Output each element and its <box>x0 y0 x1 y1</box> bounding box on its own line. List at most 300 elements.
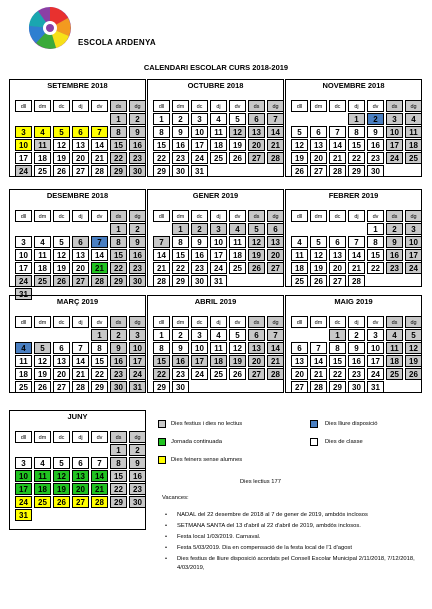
day-cell: 20 <box>72 483 89 495</box>
day-cell: 14 <box>267 342 284 354</box>
day-cell: 31 <box>15 288 32 300</box>
day-cell: 2 <box>129 113 146 125</box>
day-cell: 10 <box>367 342 384 354</box>
day-cell: 3 <box>386 113 403 125</box>
day-cell: 25 <box>229 262 246 274</box>
day-cell: 11 <box>229 236 246 248</box>
weekday-header: dc <box>329 210 346 222</box>
day-cell: 23 <box>129 483 146 495</box>
day-cell: 21 <box>329 152 346 164</box>
empty-cell <box>15 113 32 125</box>
weekday-header: dj <box>210 210 227 222</box>
day-cell: 12 <box>405 342 422 354</box>
weekday-header: dj <box>72 316 89 328</box>
weekday-header: ds <box>110 431 127 443</box>
weekday-header: dc <box>329 100 346 112</box>
day-cell: 9 <box>386 236 403 248</box>
day-cell: 4 <box>210 113 227 125</box>
day-cell: 13 <box>72 139 89 151</box>
weekday-header: dv <box>367 316 384 328</box>
day-cell: 9 <box>172 126 189 138</box>
day-cell: 29 <box>153 165 170 177</box>
day-cell: 10 <box>15 249 32 261</box>
weekday-header: dll <box>15 431 32 443</box>
day-cell: 7 <box>267 113 284 125</box>
day-cell: 19 <box>248 249 265 261</box>
day-cell: 23 <box>172 152 189 164</box>
day-cell: 2 <box>172 329 189 341</box>
empty-cell <box>53 444 70 456</box>
day-cell: 25 <box>210 368 227 380</box>
day-cell: 27 <box>329 275 346 287</box>
day-cell: 3 <box>367 329 384 341</box>
day-cell: 27 <box>53 381 70 393</box>
day-cell: 26 <box>34 381 51 393</box>
day-cell: 30 <box>191 275 208 287</box>
day-cell: 8 <box>110 126 127 138</box>
month-title: MAIG 2019 <box>334 297 373 306</box>
day-cell: 18 <box>291 262 308 274</box>
day-cell: 29 <box>329 381 346 393</box>
day-cell: 15 <box>110 470 127 482</box>
day-cell: 6 <box>248 329 265 341</box>
weekday-header: dm <box>34 431 51 443</box>
day-cell: 5 <box>53 236 70 248</box>
day-cell: 15 <box>110 139 127 151</box>
month-novembre <box>285 79 422 177</box>
weekday-header: dll <box>291 316 308 328</box>
day-cell: 1 <box>91 329 108 341</box>
weekday-header: dm <box>310 316 327 328</box>
day-cell: 25 <box>34 165 51 177</box>
weekday-header: dc <box>191 210 208 222</box>
empty-cell <box>15 329 32 341</box>
day-cell: 11 <box>34 139 51 151</box>
empty-cell <box>53 113 70 125</box>
weekday-header: dg <box>267 100 284 112</box>
day-cell: 6 <box>329 236 346 248</box>
weekday-header: ds <box>110 100 127 112</box>
legend-swatch-classe <box>310 438 318 446</box>
day-cell: 17 <box>191 355 208 367</box>
day-cell: 10 <box>386 126 403 138</box>
list-item: • Dies festius de lliure disposició acordats pel Consell Escolar Municipal 2/11/2018, 7/12/2018, 4/03/2019, <box>162 555 424 573</box>
day-cell: 16 <box>129 470 146 482</box>
day-cell: 18 <box>34 262 51 274</box>
day-cell: 5 <box>229 329 246 341</box>
empty-cell <box>291 113 308 125</box>
day-cell: 28 <box>267 152 284 164</box>
day-cell: 6 <box>310 126 327 138</box>
day-cell: 27 <box>72 275 89 287</box>
day-cell: 18 <box>34 152 51 164</box>
weekday-header: dll <box>15 210 32 222</box>
day-cell: 2 <box>129 223 146 235</box>
day-cell: 12 <box>53 249 70 261</box>
day-cell: 13 <box>291 355 308 367</box>
legend-swatch-sense-alumnes <box>158 456 166 464</box>
day-cell: 9 <box>129 126 146 138</box>
day-cell: 27 <box>267 262 284 274</box>
day-cell: 28 <box>310 381 327 393</box>
day-cell: 2 <box>348 329 365 341</box>
day-cell: 9 <box>348 342 365 354</box>
day-cell: 29 <box>348 165 365 177</box>
weekday-header: dc <box>53 100 70 112</box>
day-cell: 14 <box>348 249 365 261</box>
day-cell: 16 <box>172 139 189 151</box>
weekday-header: dg <box>129 100 146 112</box>
day-cell: 14 <box>91 139 108 151</box>
day-cell: 6 <box>248 113 265 125</box>
day-cell: 15 <box>348 139 365 151</box>
empty-cell <box>53 223 70 235</box>
day-cell: 4 <box>405 113 422 125</box>
day-cell: 18 <box>210 355 227 367</box>
day-cell: 27 <box>310 165 327 177</box>
day-cell: 1 <box>110 223 127 235</box>
weekday-header: dll <box>153 210 170 222</box>
day-cell: 14 <box>72 355 89 367</box>
legend-label-festius: Dies festius i dies no lectius <box>171 421 243 427</box>
day-cell: 16 <box>172 355 189 367</box>
day-cell: 15 <box>172 249 189 261</box>
day-cell: 12 <box>53 470 70 482</box>
day-cell: 5 <box>248 223 265 235</box>
day-cell: 20 <box>248 355 265 367</box>
empty-cell <box>91 223 108 235</box>
day-cell: 28 <box>153 275 170 287</box>
day-cell: 14 <box>91 249 108 261</box>
day-cell: 31 <box>367 381 384 393</box>
weekday-header: dj <box>348 210 365 222</box>
empty-cell <box>329 223 346 235</box>
month-title: NOVEMBRE 2018 <box>322 81 385 90</box>
legend-label-continuada: Jornada continuada <box>171 439 222 445</box>
school-name: ESCOLA ARDENYA <box>78 38 156 47</box>
day-cell: 22 <box>110 483 127 495</box>
day-cell: 20 <box>310 152 327 164</box>
day-cell: 9 <box>129 457 146 469</box>
day-cell: 4 <box>291 236 308 248</box>
weekday-header: dj <box>72 100 89 112</box>
day-cell: 29 <box>172 275 189 287</box>
day-cell: 12 <box>291 139 308 151</box>
empty-cell <box>34 223 51 235</box>
day-cell: 18 <box>229 249 246 261</box>
weekday-header: dj <box>210 316 227 328</box>
day-cell: 23 <box>367 152 384 164</box>
month-juny <box>9 410 146 530</box>
month-title: DESEMBRE 2018 <box>46 191 109 200</box>
day-cell: 17 <box>15 262 32 274</box>
empty-cell <box>310 329 327 341</box>
month-title: SETEMBRE 2018 <box>47 81 108 90</box>
day-cell: 24 <box>15 165 32 177</box>
day-cell: 28 <box>72 381 89 393</box>
day-cell: 1 <box>348 113 365 125</box>
empty-cell <box>91 444 108 456</box>
day-cell: 9 <box>191 236 208 248</box>
day-cell: 4 <box>34 457 51 469</box>
day-cell: 22 <box>110 262 127 274</box>
day-cell: 26 <box>310 275 327 287</box>
day-cell: 14 <box>329 139 346 151</box>
day-cell: 29 <box>110 496 127 508</box>
day-cell: 19 <box>291 152 308 164</box>
day-cell: 8 <box>172 236 189 248</box>
day-cell: 19 <box>310 262 327 274</box>
month-grid <box>153 210 283 287</box>
month-title: ABRIL 2019 <box>194 297 237 306</box>
day-cell: 4 <box>229 223 246 235</box>
empty-cell <box>34 444 51 456</box>
day-cell: 3 <box>129 329 146 341</box>
month-grid <box>291 100 421 177</box>
day-cell: 16 <box>191 249 208 261</box>
day-cell: 1 <box>329 329 346 341</box>
day-cell: 7 <box>153 236 170 248</box>
day-cell: 7 <box>91 126 108 138</box>
list-item: • NADAL del 22 desembre de 2018 al 7 de gener de 2019, ambdós inclosos <box>162 511 424 520</box>
day-cell: 13 <box>267 236 284 248</box>
weekday-header: dc <box>53 431 70 443</box>
day-cell: 7 <box>267 329 284 341</box>
day-cell: 20 <box>329 262 346 274</box>
day-cell: 9 <box>172 342 189 354</box>
day-cell: 24 <box>191 152 208 164</box>
day-cell: 27 <box>72 496 89 508</box>
day-cell: 22 <box>91 368 108 380</box>
day-cell: 29 <box>110 275 127 287</box>
day-cell: 2 <box>367 113 384 125</box>
day-cell: 13 <box>72 249 89 261</box>
day-cell: 26 <box>53 496 70 508</box>
weekday-header: dv <box>91 431 108 443</box>
day-cell: 23 <box>129 262 146 274</box>
empty-cell <box>72 223 89 235</box>
day-cell: 2 <box>191 223 208 235</box>
day-cell: 31 <box>191 165 208 177</box>
day-cell: 10 <box>15 139 32 151</box>
day-cell: 22 <box>348 152 365 164</box>
weekday-header: dj <box>72 431 89 443</box>
day-cell: 3 <box>15 126 32 138</box>
day-cell: 13 <box>248 342 265 354</box>
empty-cell <box>72 444 89 456</box>
day-cell: 9 <box>367 126 384 138</box>
weekday-header: dg <box>267 210 284 222</box>
day-cell: 25 <box>34 275 51 287</box>
day-cell: 21 <box>267 355 284 367</box>
day-cell: 17 <box>210 249 227 261</box>
day-cell: 23 <box>129 152 146 164</box>
weekday-header: dc <box>53 316 70 328</box>
empty-cell <box>310 113 327 125</box>
day-cell: 5 <box>291 126 308 138</box>
weekday-header: ds <box>386 316 403 328</box>
day-cell: 2 <box>110 329 127 341</box>
empty-cell <box>72 329 89 341</box>
day-cell: 23 <box>110 368 127 380</box>
day-cell: 11 <box>291 249 308 261</box>
day-cell: 20 <box>248 139 265 151</box>
day-cell: 20 <box>72 152 89 164</box>
weekday-header: dg <box>405 210 422 222</box>
day-cell: 1 <box>153 329 170 341</box>
day-cell: 31 <box>210 275 227 287</box>
day-cell: 30 <box>367 165 384 177</box>
weekday-header: dc <box>53 210 70 222</box>
day-cell: 22 <box>172 262 189 274</box>
legend-label-lliure: Dies lliure disposició <box>325 421 378 427</box>
day-cell: 11 <box>34 470 51 482</box>
day-cell: 21 <box>267 139 284 151</box>
weekday-header: dv <box>91 100 108 112</box>
day-cell: 5 <box>310 236 327 248</box>
day-cell: 7 <box>91 457 108 469</box>
weekday-header: dv <box>91 210 108 222</box>
day-cell: 20 <box>72 262 89 274</box>
day-cell: 5 <box>53 126 70 138</box>
day-cell: 11 <box>386 342 403 354</box>
weekday-header: dll <box>15 316 32 328</box>
day-cell: 15 <box>91 355 108 367</box>
day-cell: 2 <box>129 444 146 456</box>
day-cell: 19 <box>229 355 246 367</box>
day-cell: 14 <box>310 355 327 367</box>
day-cell: 24 <box>386 152 403 164</box>
day-cell: 23 <box>386 262 403 274</box>
month-grid <box>15 210 145 300</box>
day-cell: 19 <box>405 355 422 367</box>
day-cell: 28 <box>91 165 108 177</box>
day-cell: 26 <box>291 165 308 177</box>
day-cell: 6 <box>291 342 308 354</box>
day-cell: 17 <box>367 355 384 367</box>
weekday-header: dll <box>15 100 32 112</box>
day-cell: 1 <box>110 113 127 125</box>
legend-swatch-continuada <box>158 438 166 446</box>
empty-cell <box>34 329 51 341</box>
weekday-header: ds <box>386 210 403 222</box>
day-cell: 19 <box>229 139 246 151</box>
list-item: • Festa 5/03/2019. Dia en compensació de la festa local de l'1 d'agost <box>162 544 424 553</box>
empty-cell <box>72 113 89 125</box>
school-logo <box>28 6 72 50</box>
day-cell: 6 <box>267 223 284 235</box>
weekday-header: dv <box>367 210 384 222</box>
day-cell: 27 <box>291 381 308 393</box>
day-cell: 12 <box>310 249 327 261</box>
day-cell: 7 <box>348 236 365 248</box>
day-cell: 31 <box>129 381 146 393</box>
month-gener <box>147 189 284 287</box>
day-cell: 11 <box>15 355 32 367</box>
legend-label-classe: Dies de classe <box>325 439 363 445</box>
day-cell: 26 <box>229 368 246 380</box>
weekday-header: dm <box>34 210 51 222</box>
day-cell: 10 <box>210 236 227 248</box>
day-cell: 14 <box>153 249 170 261</box>
day-cell: 1 <box>110 444 127 456</box>
weekday-header: dll <box>153 100 170 112</box>
day-cell: 25 <box>15 381 32 393</box>
day-cell: 13 <box>310 139 327 151</box>
day-cell: 15 <box>153 139 170 151</box>
day-cell: 25 <box>386 368 403 380</box>
list-item: • SETMANA SANTA del 13 d'abril al 22 d'abril de 2019, ambdós inclosos. <box>162 522 424 531</box>
day-cell: 12 <box>248 236 265 248</box>
day-cell: 7 <box>310 342 327 354</box>
day-cell: 2 <box>386 223 403 235</box>
weekday-header: dc <box>191 100 208 112</box>
day-cell: 12 <box>229 342 246 354</box>
weekday-header: ds <box>386 100 403 112</box>
day-cell: 24 <box>367 368 384 380</box>
day-cell: 16 <box>129 139 146 151</box>
weekday-header: dv <box>367 100 384 112</box>
month-octubre <box>147 79 284 177</box>
day-cell: 29 <box>153 381 170 393</box>
weekday-header: dg <box>267 316 284 328</box>
day-cell: 24 <box>210 262 227 274</box>
day-cell: 26 <box>405 368 422 380</box>
day-cell: 6 <box>72 457 89 469</box>
day-cell: 18 <box>15 368 32 380</box>
day-cell: 30 <box>172 381 189 393</box>
weekday-header: dll <box>153 316 170 328</box>
day-cell: 31 <box>15 509 32 521</box>
weekday-header: dll <box>291 210 308 222</box>
vacances-title: Vacances: <box>162 495 189 501</box>
day-cell: 22 <box>329 368 346 380</box>
day-cell: 12 <box>229 126 246 138</box>
day-cell: 8 <box>91 342 108 354</box>
day-cell: 11 <box>405 126 422 138</box>
day-cell: 18 <box>34 483 51 495</box>
day-cell: 9 <box>110 342 127 354</box>
day-cell: 14 <box>91 470 108 482</box>
day-cell: 22 <box>367 262 384 274</box>
day-cell: 8 <box>153 342 170 354</box>
legend-swatch-festius <box>158 420 166 428</box>
day-cell: 21 <box>91 152 108 164</box>
day-cell: 5 <box>405 329 422 341</box>
day-cell: 8 <box>348 126 365 138</box>
day-cell: 8 <box>110 236 127 248</box>
month-title: MARÇ 2019 <box>56 297 99 306</box>
day-cell: 5 <box>34 342 51 354</box>
day-cell: 30 <box>129 275 146 287</box>
day-cell: 28 <box>91 275 108 287</box>
day-cell: 16 <box>129 249 146 261</box>
month-grid <box>153 316 283 393</box>
weekday-header: dc <box>191 316 208 328</box>
weekday-header: dv <box>229 100 246 112</box>
day-cell: 19 <box>34 368 51 380</box>
month-title: FEBRER 2019 <box>328 191 379 200</box>
day-cell: 22 <box>153 152 170 164</box>
day-cell: 23 <box>348 368 365 380</box>
month-grid <box>15 100 145 177</box>
day-cell: 17 <box>405 249 422 261</box>
day-cell: 18 <box>386 355 403 367</box>
day-cell: 10 <box>129 342 146 354</box>
day-cell: 11 <box>210 126 227 138</box>
weekday-header: dv <box>229 210 246 222</box>
day-cell: 30 <box>129 165 146 177</box>
